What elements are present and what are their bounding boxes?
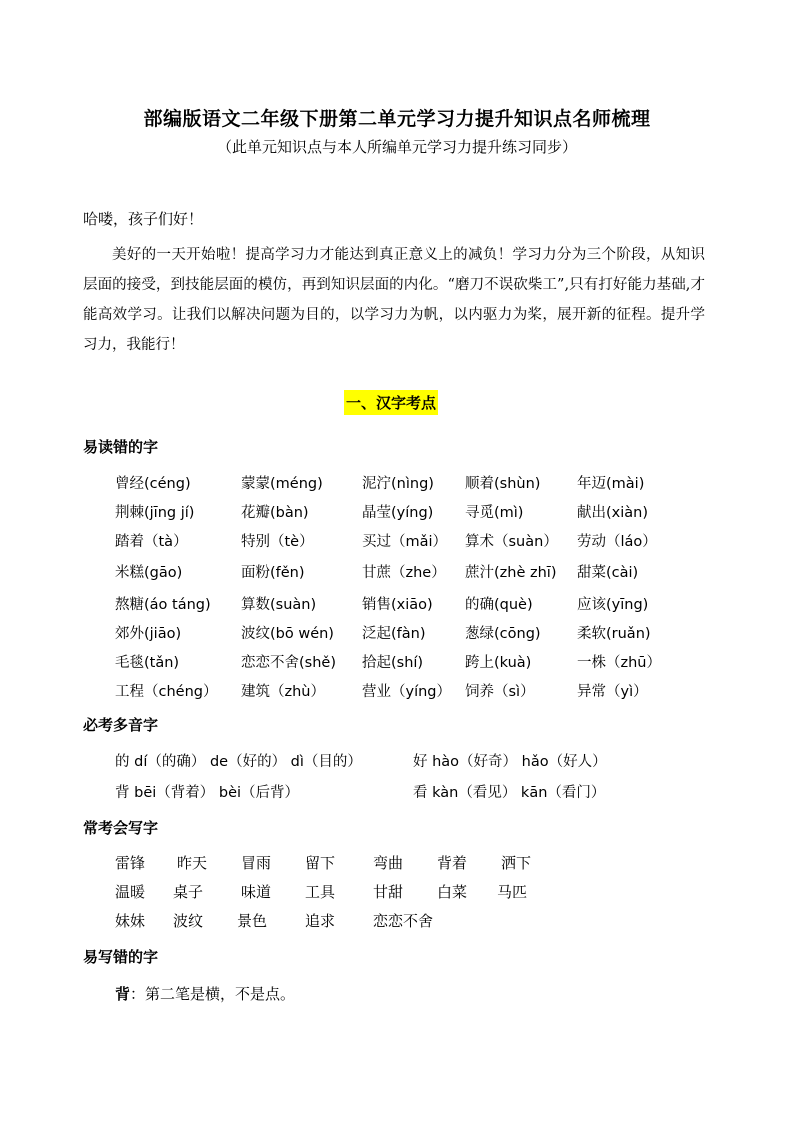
easy-read-item: 献出(xiàn) bbox=[577, 505, 648, 521]
polyphone-line: 好 hào（好奇） hǎo（好人） bbox=[413, 754, 607, 770]
write-word: 甘甜 bbox=[373, 883, 404, 901]
easy-read-item: 寻觅(mì) bbox=[465, 505, 524, 521]
write-word: 景色 bbox=[237, 912, 268, 930]
easy-read-item: 花瓣(bàn) bbox=[241, 505, 309, 521]
greeting: 哈喽，孩子们好！ bbox=[83, 210, 204, 228]
write-word: 恋恋不舍 bbox=[373, 912, 434, 930]
write-word: 昨天 bbox=[177, 854, 208, 872]
easy-read-item: 毛毯(tǎn) bbox=[115, 655, 180, 671]
easy-read-item: 饲养（sì） bbox=[465, 684, 535, 700]
easy-read-item: 的确(què) bbox=[465, 597, 533, 613]
write-words-heading: 常考会写字 bbox=[83, 819, 159, 837]
easy-read-item: 蔗汁(zhè zhī) bbox=[465, 565, 557, 581]
page-title: 部编版语文二年级下册第二单元学习力提升知识点名师梳理 bbox=[143, 108, 651, 130]
easy-read-item: 跨上(kuà) bbox=[465, 655, 532, 671]
easy-read-item: 晶莹(yíng) bbox=[362, 505, 434, 521]
easy-read-item: 应该(yīng) bbox=[577, 597, 649, 613]
easy-read-item: 算数(suàn) bbox=[241, 597, 317, 613]
easy-read-item: 柔软(ruǎn) bbox=[577, 626, 651, 642]
write-word: 洒下 bbox=[501, 854, 532, 872]
section-heading-hanzi: 一、汉字考点 bbox=[344, 390, 438, 415]
easy-read-item: 一株（zhū） bbox=[577, 655, 661, 671]
easy-read-item: 恋恋不舍(shě) bbox=[241, 655, 336, 671]
write-word: 留下 bbox=[305, 854, 336, 872]
write-word: 背着 bbox=[437, 854, 468, 872]
easy-read-item: 甜菜(cài) bbox=[577, 565, 639, 581]
write-word: 桌子 bbox=[173, 883, 204, 901]
write-word: 冒雨 bbox=[241, 854, 272, 872]
easy-read-item: 劳动（láo） bbox=[577, 534, 657, 550]
easy-read-item: 特别（tè） bbox=[241, 534, 314, 550]
write-word: 波纹 bbox=[173, 912, 204, 930]
write-word: 白菜 bbox=[437, 883, 468, 901]
easy-read-item: 年迈(mài) bbox=[577, 476, 645, 492]
page-subtitle: （此单元知识点与本人所编单元学习力提升练习同步） bbox=[216, 138, 577, 156]
polyphone-line: 的 dí（的确） de（好的） dì（目的） bbox=[115, 754, 362, 770]
easy-read-item: 异常（yì） bbox=[577, 684, 648, 700]
easy-read-item: 算术（suàn） bbox=[465, 534, 558, 550]
easy-read-item: 郊外(jiāo) bbox=[115, 626, 182, 642]
write-word: 马匹 bbox=[497, 883, 528, 901]
easy-read-item: 泛起(fàn) bbox=[362, 626, 426, 642]
easy-write-heading: 易写错的字 bbox=[83, 948, 159, 966]
easy-read-item: 曾经(céng) bbox=[115, 476, 191, 492]
polyphone-heading: 必考多音字 bbox=[83, 716, 159, 734]
write-word: 雷锋 bbox=[115, 854, 146, 872]
write-word: 弯曲 bbox=[373, 854, 404, 872]
polyphone-line: 背 bēi（背着） bèi（后背） bbox=[115, 785, 300, 801]
write-word: 味道 bbox=[241, 883, 272, 901]
easy-read-item: 泥泞(nìng) bbox=[362, 476, 434, 492]
write-word: 工具 bbox=[305, 883, 336, 901]
easy-read-item: 工程（chéng） bbox=[115, 684, 218, 700]
write-word: 追求 bbox=[305, 912, 336, 930]
easy-read-item: 踏着（tà） bbox=[115, 534, 188, 550]
easy-read-heading: 易读错的字 bbox=[83, 438, 159, 456]
write-word: 妹妹 bbox=[115, 912, 146, 930]
easy-write-char: 背 bbox=[115, 985, 131, 1003]
easy-read-item: 甘蔗（zhe） bbox=[362, 565, 446, 581]
easy-read-item: 波纹(bō wén) bbox=[241, 626, 334, 642]
easy-read-item: 荆棘(jīng jí) bbox=[115, 505, 195, 521]
polyphone-line: 看 kàn（看见） kān（看门） bbox=[413, 785, 606, 801]
easy-write-text: ：第二笔是横，不是点。 bbox=[130, 985, 296, 1003]
easy-read-item: 葱绿(cōng) bbox=[465, 626, 541, 642]
easy-read-item: 蒙蒙(méng) bbox=[241, 476, 323, 492]
easy-read-item: 熬糖(áo táng) bbox=[115, 597, 211, 613]
easy-read-item: 顺着(shùn) bbox=[465, 476, 541, 492]
easy-read-item: 建筑（zhù） bbox=[241, 684, 325, 700]
easy-read-item: 销售(xiāo) bbox=[362, 597, 433, 613]
easy-read-item: 买过（mǎi） bbox=[362, 534, 448, 550]
easy-read-item: 营业（yíng） bbox=[362, 684, 452, 700]
write-word: 温暖 bbox=[115, 883, 146, 901]
easy-read-item: 拾起(shí) bbox=[362, 655, 424, 671]
easy-write-note bbox=[115, 983, 295, 1004]
easy-read-item: 米糕(gāo) bbox=[115, 565, 183, 581]
easy-read-item: 面粉(fěn) bbox=[241, 565, 305, 581]
intro-paragraph: 美好的一天开始啦！提高学习力才能达到真正意义上的减负！学习力分为三个阶段，从知识层面的接受，到技能层面的模仿，再到知识层面的内化。“磨刀不误砍柴工”,只有打好能力基础,才能高效学习。让我们以解决问题为目的，以学习力为帆，以内驱力为桨，展开新的征程。提升学习力，我能行！ bbox=[83, 247, 705, 353]
